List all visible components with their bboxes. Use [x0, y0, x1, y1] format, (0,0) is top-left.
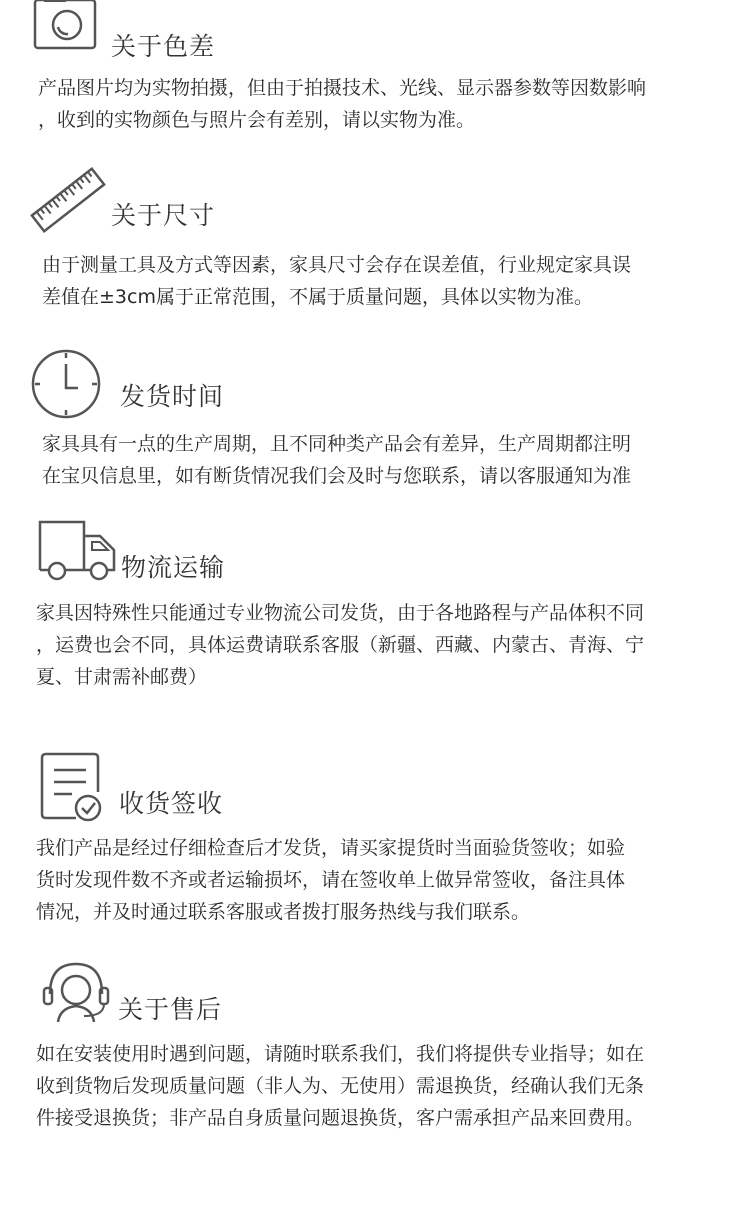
headset-icon	[40, 958, 112, 1026]
section-title: 发货时间	[120, 382, 225, 411]
section-text: 产品图片均为实物拍摄，但由于拍摄技术、光线、显示器参数等因数影响 ，收到的实物颜色与照片会有差别，请以实物为准。	[38, 77, 647, 131]
camera-icon	[32, 0, 98, 56]
section-title: 物流运输	[121, 553, 226, 582]
section-text: 由于测量工具及方式等因素，家具尺寸会存在误差值，行业规定家具误 差值在±3cm属于正常范围，不属于质量问题，具体以实物为准。	[42, 254, 632, 308]
section-text: 家具因特殊性只能通过专业物流公司发货，由于各地路程与产品体积不同 ，运费也会不同，具体运费请联系客服（新疆、西藏、内蒙古、青海、宁 夏、甘肃需补邮费）	[36, 602, 645, 688]
truck-icon	[36, 518, 118, 584]
clock-icon	[30, 348, 102, 420]
section-text: 如在安装使用时遇到问题，请随时联系我们，我们将提供专业指导；如在 收到货物后发现质量问题（非人为、无使用）需退换货，经确认我们无条 件接受退换货；非产品自身质量问题退换货，客户需承担产品来回费用。	[36, 1043, 645, 1129]
section-text: 我们产品是经过仔细检查后才发货，请买家提货时当面验货签收；如验 货时发现件数不齐或者运输损坏，请在签收单上做异常签收，备注具体 情况，并及时通过联系客服或者拨打服务热线与我们联系。	[36, 837, 626, 923]
ruler-icon	[28, 160, 108, 240]
section-title: 关于尺寸	[111, 201, 216, 230]
receipt-check-icon	[38, 752, 104, 824]
section-title: 收货签收	[119, 789, 224, 818]
section-text: 家具具有一点的生产周期，且不同种类产品会有差异，生产周期都注明 在宝贝信息里，如有断货情况我们会及时与您联系，请以客服通知为准	[42, 433, 632, 487]
section-title: 关于售后	[118, 995, 223, 1024]
section-title: 关于色差	[111, 32, 216, 61]
